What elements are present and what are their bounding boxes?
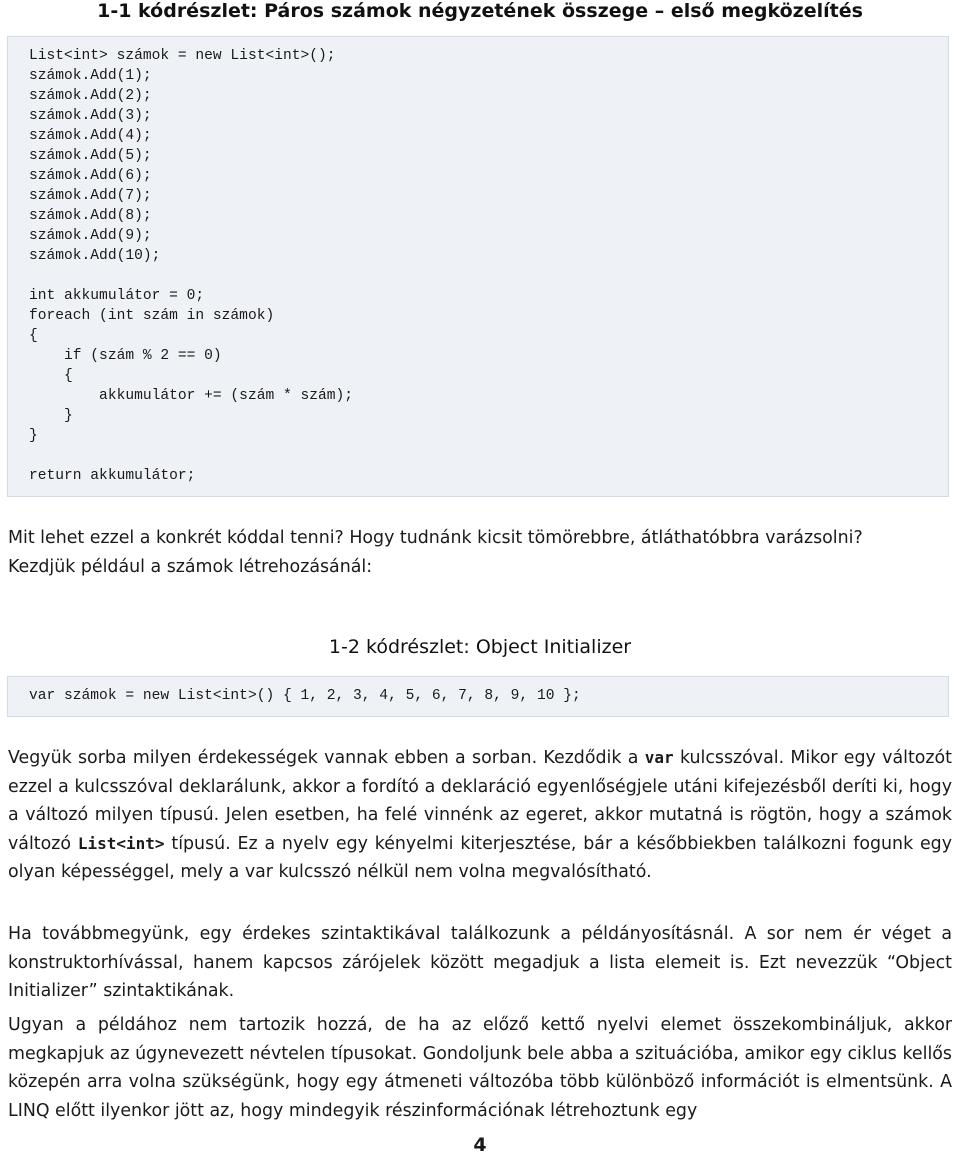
caption-1: 1-1 kódrészlet: Páros számok négyzetének összege – első megközelítés (97, 0, 863, 22)
code-block-2 (7, 676, 949, 717)
code-listing-1 (8, 46, 948, 486)
code-line: foreach (int szám in számok) (29, 308, 275, 324)
code-line: számok.Add(7); (29, 188, 152, 204)
paragraph-2 (8, 744, 952, 887)
code-line: számok.Add(6); (29, 168, 152, 184)
keyword-var: var (644, 748, 674, 767)
code-line: számok.Add(9); (29, 228, 152, 244)
code-line: if (szám % 2 == 0) (29, 348, 222, 364)
code-line: } (29, 428, 38, 444)
paragraph-2-text-3: típusú. Ez a nyelv egy kényelmi kiterjesztése, bár a későbbiekben találkozni fogunk egy olyan képességgel, mely a var kulcsszó nélkül nem volna megvalósítható. (8, 833, 952, 882)
paragraph-3: Ha továbbmegyünk, egy érdekes szintaktikával találkozunk a példányosításnál. A sor nem ér véget a konstruktorhívással, hanem kapcsos zárójelek között megadjuk a lista elemeit is. Ezt nevezzük “Object Initializer” szintaktikának. (8, 924, 952, 1001)
paragraph-1-line-1: Mit lehet ezzel a konkrét kóddal tenni? Hogy tudnánk kicsit tömörebbre, átláthatóbbra varázsolni? (8, 528, 863, 548)
code-line: számok.Add(3); (29, 108, 152, 124)
code-line (29, 446, 948, 466)
code-line: számok.Add(1); (29, 68, 152, 84)
code-block-1 (7, 36, 949, 497)
code-line: } (29, 408, 73, 424)
paragraph-1 (8, 524, 952, 581)
code-line: számok.Add(10); (29, 248, 161, 264)
code-listing-2: var számok = new List<int>() { 1, 2, 3, 4, 5, 6, 7, 8, 9, 10 }; (29, 688, 581, 704)
code-line: return akkumulátor; (29, 468, 196, 484)
code-line: { (29, 328, 38, 344)
code-line: int akkumulátor = 0; (29, 288, 205, 304)
paragraph-2-text-2: kulcsszóval. Mikor egy változót ezzel a kulcsszóval deklarálunk, akkor a fordító a deklaráció egyenlőségjele utáni kifejezésből deríti ki, hogy a változó milyen típusú. Jelen esetben, ha felé vinnénk az egeret, akkor mutatná is rögtön, hogy a számok változó (8, 748, 952, 854)
code-line: számok.Add(8); (29, 208, 152, 224)
code-line: számok.Add(5); (29, 148, 152, 164)
code-line: { (29, 368, 73, 384)
paragraph-4: Ugyan a példához nem tartozik hozzá, de ha az előző kettő nyelvi elemet összekombináljuk, akkor megkapjuk az úgynevezett névtelen típusokat. Gondoljunk bele abba a szituációba, amikor egy ciklus kellős közepén arra volna szükségünk, hogy egy átmeneti változóba több különböző információt is elmentsünk. A LINQ előtt ilyenkor jött az, hogy mindegyik részinformációnak létrehoztunk egy (8, 1015, 952, 1121)
code-line: számok.Add(2); (29, 88, 152, 104)
code-line: akkumulátor += (szám * szám); (29, 388, 354, 404)
page-number: 4 (473, 1134, 487, 1156)
paragraph-2-text-1: Vegyük sorba milyen érdekességek vannak ebben a sorban. Kezdődik a (8, 748, 645, 768)
caption-2: 1-2 kódrészlet: Object Initializer (328, 636, 632, 658)
code-line: számok.Add(4); (29, 128, 152, 144)
keyword-list-int: List<int> (77, 833, 165, 853)
paragraph-1-line-2: Kezdjük például a számok létrehozásánál: (8, 556, 373, 577)
code-line: List<int> számok = new List<int>(); (29, 48, 336, 64)
code-line (29, 266, 948, 286)
